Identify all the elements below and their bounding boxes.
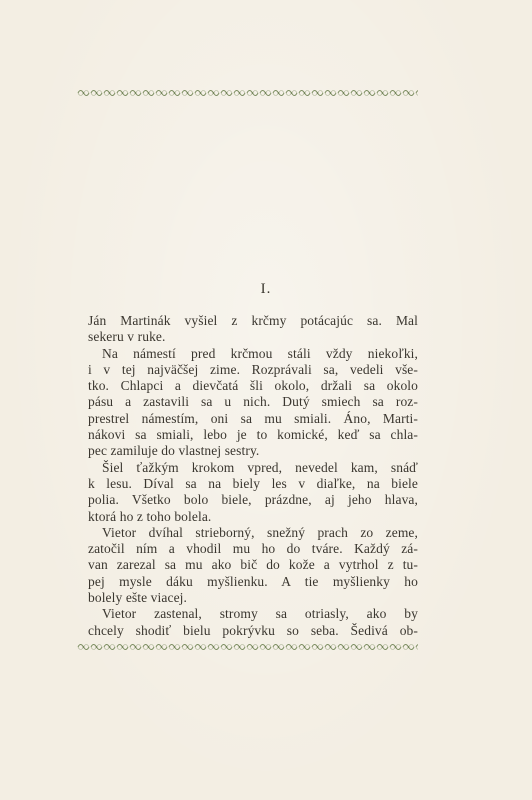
text-line: Vietor zastenal, stromy sa otriasly, ako by [102,606,418,622]
text-line: bolely ešte viacej. [88,590,187,606]
body-text [88,313,418,639]
text-line: nákovi sa smiali, lebo je to komické, keď sa chla- [88,427,418,443]
paragraph-3 [88,460,418,525]
text-line: Na námestí pred krčmou stáli vždy niekoľki, [102,345,418,361]
ornament-pattern-top [77,87,418,99]
text-line: pec zamiluje do vlastnej sestry. [88,443,260,459]
ornament-pattern-bottom [77,641,418,653]
text-line: sekeru v ruke. [88,329,166,345]
text-line: Ján Martinák vyšiel z krčmy potácajúc sa. Mal [88,313,418,328]
paragraph-2 [88,346,418,460]
text-line: polia. Všetko bolo biele, prázdne, aj jeho hlava, [88,492,418,508]
paragraph-4 [88,525,418,606]
text-line: chcely shodiť bielu pokrývku so seba. Šedivá ob- [88,622,418,638]
top-ornament-border [77,87,418,99]
chapter-number: I. [260,281,272,297]
text-line: pej mysle dáku myšlienku. A tie myšlienky ho [88,573,418,589]
text-line: zatočil ním a vhodil mu ho do tváre. Každý zá- [88,541,418,557]
text-line: i v tej najväčšej zime. Rozprávali sa, vedeli vše- [88,361,418,377]
bottom-ornament-border [77,641,418,653]
paragraph-5 [88,606,418,639]
paragraph-1 [88,313,418,346]
text-line: ktorá ho z toho bolela. [88,508,212,524]
text-line: Šiel ťažkým krokom vpred, nevedel kam, snáď [102,459,418,475]
text-line: k lesu. Díval sa na biely les v diaľke, na biele [88,475,418,491]
text-line: van zarezal sa mu ako bič do kože a vytrhol z tu- [88,557,418,573]
text-line: Vietor dvíhal strieborný, snežný prach zo zeme, [102,524,418,540]
text-line: tko. Chlapci a dievčatá šli okolo, držali sa okolo [88,378,418,394]
text-line: pásu a zastavili sa u nich. Dutý smiech sa roz- [88,394,418,410]
text-line: prestrel námestím, oni sa mu smiali. Áno, Marti- [88,410,418,426]
